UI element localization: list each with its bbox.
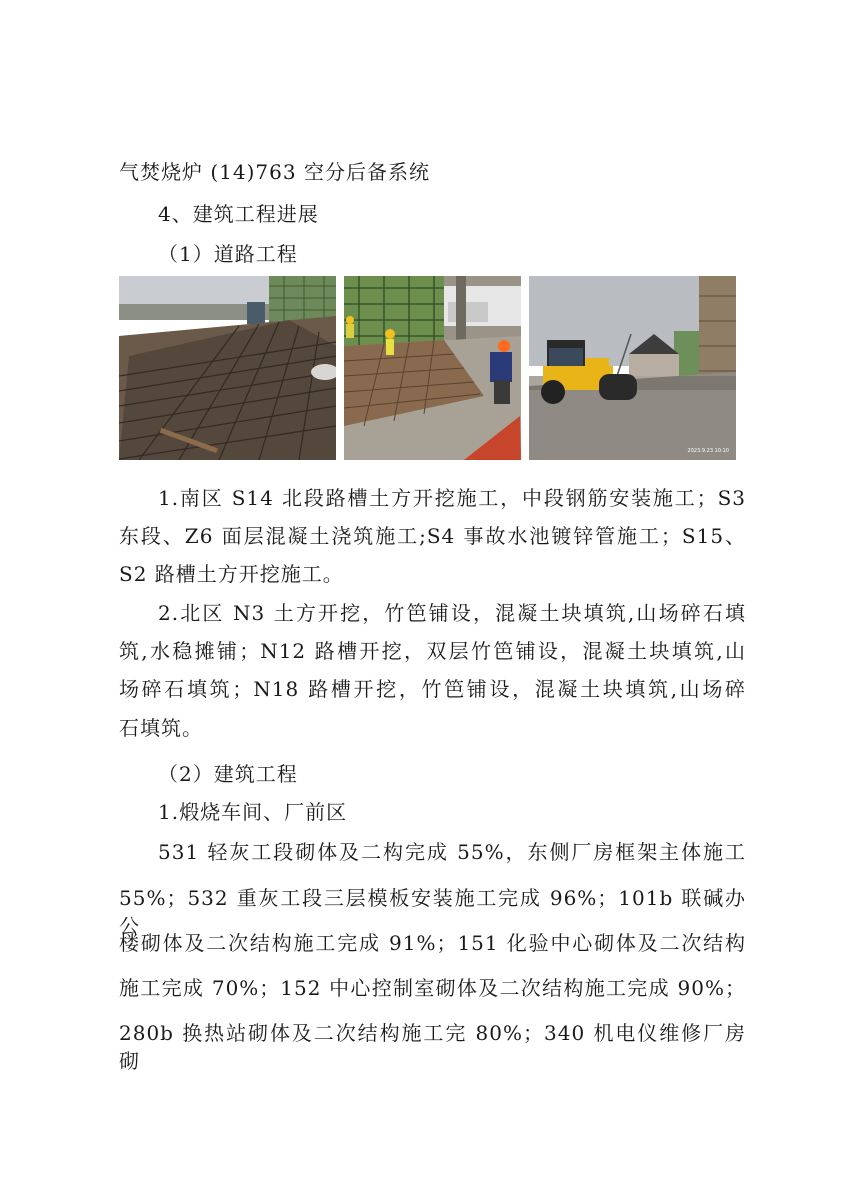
road-para1-line1: 1.南区 S14 北段路槽土方开挖施工，中段钢筋安装施工；S3	[158, 486, 746, 510]
build-para-line3: 楼砌体及二次结构施工完成 91%；151 化验中心砌体及二次结构	[119, 931, 746, 955]
section-heading: 4、建筑工程进展	[158, 202, 319, 226]
road-roller-photo	[529, 276, 736, 460]
continuation-line: 气焚烧炉 (14)763 空分后备系统	[119, 160, 430, 184]
build-para-line2: 55%；532 重灰工段三层模板安装施工完成 96%；101b 联碱办公	[119, 886, 746, 938]
concrete-pouring-photo	[344, 276, 521, 460]
road-para2-line2: 筑,水稳摊铺；N12 路槽开挖，双层竹笆铺设，混凝土块填筑,山	[119, 639, 746, 663]
build-para-line4: 施工完成 70%；152 中心控制室砌体及二次结构施工完成 90%；	[119, 976, 746, 1000]
build-para-line5: 280b 换热站砌体及二次结构施工完 80%；340 机电仪维修厂房砌	[119, 1021, 746, 1073]
road-para2-line4: 石填筑。	[119, 716, 203, 740]
road-para1-line3: S2 路槽土方开挖施工。	[119, 562, 344, 586]
road-para2-line1: 2.北区 N3 土方开挖，竹笆铺设，混凝土块填筑,山场碎石填	[158, 601, 746, 625]
road-para2-line3: 场碎石填筑；N18 路槽开挖，竹笆铺设，混凝土块填筑,山场碎	[119, 677, 746, 701]
area-heading: 1.煅烧车间、厂前区	[158, 800, 348, 824]
build-para-line1: 531 轻灰工段砌体及二构完成 55%，东侧厂房框架主体施工	[158, 840, 746, 864]
subsection-heading-road: （1）道路工程	[158, 242, 298, 266]
photo-strip	[119, 276, 736, 460]
rebar-road-photo	[119, 276, 336, 460]
road-para1-line2: 东段、Z6 面层混凝土浇筑施工;S4 事故水池镀锌管施工；S15、	[119, 524, 746, 548]
photo-timestamp: 2023.9.23 10:10	[687, 448, 729, 454]
subsection-heading-building: （2）建筑工程	[158, 762, 298, 786]
